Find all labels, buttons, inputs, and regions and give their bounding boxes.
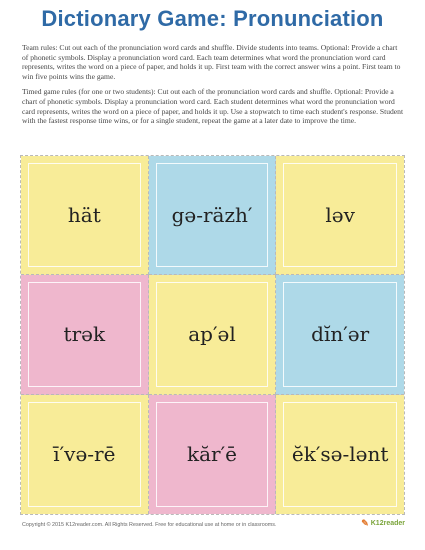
team-rules-text: Team rules: Cut out each of the pronunciation word cards and shuffle. Divide students into teams. Optional: Provide a chart of phonetic symbols. Display a pronunciation word card. Each team determines what word the pronunciation word card represents, writes the word on a piece of paper, and holds it up. First team with the correct answer wins a point. First team to win five points wins the game. (22, 43, 401, 81)
word-card[interactable] (149, 395, 277, 514)
card-word: ĕk′sə-lənt (291, 442, 389, 467)
card-word: ī′və-rē (53, 442, 116, 467)
logo-icon: ✎ (361, 518, 369, 528)
page-title: Dictionary Game: Pronunciation (41, 6, 384, 31)
card-word: dĭn′ər (311, 322, 370, 347)
card-word: gə-räzh′ (171, 203, 253, 228)
card-word: ap′əl (188, 322, 236, 347)
word-card[interactable] (21, 275, 149, 394)
word-card[interactable] (276, 395, 404, 514)
timed-rules-text: Timed game rules (for one or two students): Cut out each of the pronunciation word cards and shuffle. Optional: Provide a chart of phonetic symbols. Display a pronunciation word card. Each student determines what word the pronunciation word card represents, writes the word on a piece of paper, and holds it up. Use a stopwatch to time each student's response. Student with the fastest response time wins, or for a single student, repeat the game at a later date to improve the time. (22, 87, 404, 126)
word-card[interactable] (21, 156, 149, 275)
word-card[interactable] (21, 395, 149, 514)
logo-text: K12reader (370, 520, 405, 527)
word-card[interactable] (149, 156, 277, 275)
copyright-footer: Copyright © 2015 K12reader.com. All Rights Reserved. Free for educational use at home or in classrooms. (22, 522, 277, 528)
word-card[interactable] (149, 275, 277, 394)
site-logo[interactable] (361, 518, 405, 529)
card-word: hät (67, 203, 101, 228)
word-card[interactable] (276, 156, 404, 275)
word-card[interactable] (276, 275, 404, 394)
card-word: kăr′ē (187, 442, 237, 467)
card-word: ləv (325, 203, 355, 228)
card-grid (20, 155, 405, 515)
card-word: trək (63, 322, 106, 347)
game-rules (22, 43, 404, 132)
